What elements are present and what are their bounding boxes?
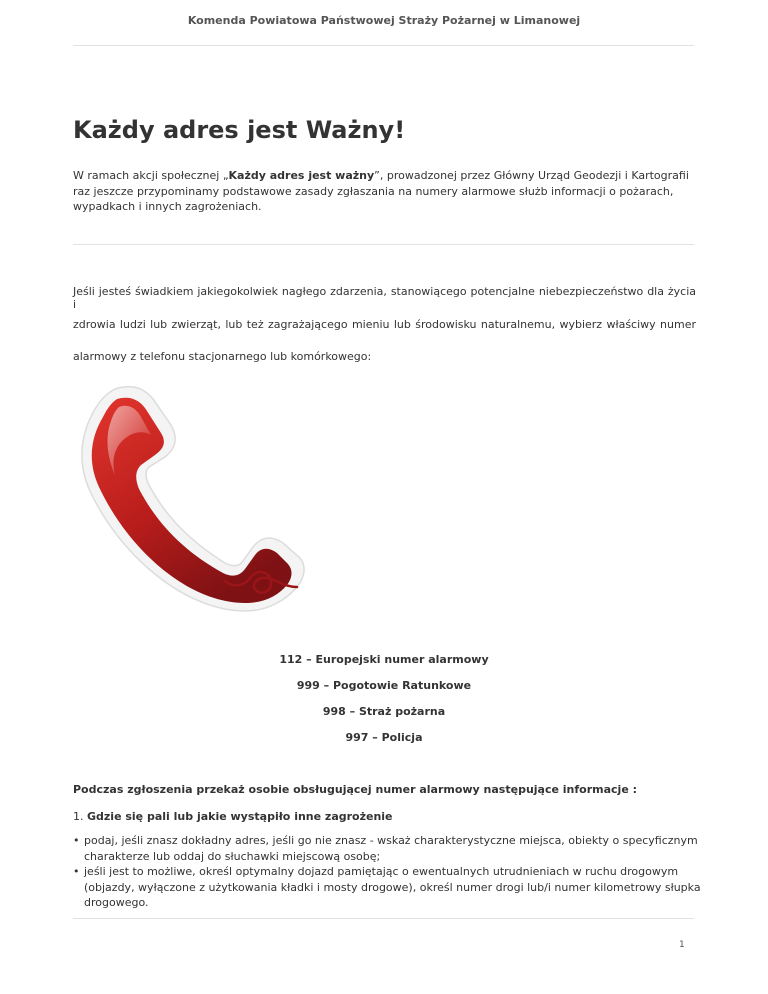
header-divider	[73, 45, 694, 46]
document-header: Komenda Powiatowa Państwowej Straży Pożarnej w Limanowej	[187, 14, 581, 27]
instructions-list	[73, 833, 703, 911]
list-item: • podaj, jeśli znasz dokładny adres, jeśli go nie znasz - wskaż charakterystyczne miejsca, obiekty o specyficznym charakterze lub oddaj do słuchawki miejscową osobę;	[73, 833, 703, 864]
emergency-number-998: 998 – Straż pożarna	[322, 705, 446, 718]
list-item: • jeśli jest to możliwe, określ optymalny dojazd pamiętając o ewentualnych utrudnieniach w ruchu drogowym (objazdy, wyłączone z użytkowania kładki i mosty drogowe), określ numer drogi lub/i numer kilometrowy słupka drogowego.	[73, 864, 703, 911]
body-line-1: Jeśli jesteś świadkiem jakiegokolwiek nagłego zdarzenia, stanowiącego potencjalne niebezpieczeństwo dla życia i	[73, 285, 696, 311]
footer-divider	[73, 918, 694, 919]
emergency-number-112: 112 – Europejski numer alarmowy	[279, 653, 489, 666]
section-divider	[73, 244, 694, 245]
intro-text-after: ”, prowadzonej przez Główny Urząd Geodezji i Kartografii raz jeszcze przypominamy podstawowe zasady zgłaszania na numery alarmowe służb informacji o pożarach, wypadkach i innych zagrożeniach.	[73, 169, 689, 213]
body-line-2: zdrowia ludzi lub zwierząt, lub też zagrażającego mieniu lub środowisku naturalnemu, wybierz właściwy numer	[73, 318, 696, 331]
step-heading	[73, 810, 393, 823]
body-line-3: alarmowy z telefonu stacjonarnego lub komórkowego:	[73, 350, 372, 363]
step-number: 1.	[73, 810, 84, 823]
page-title: Każdy adres jest Ważny!	[73, 116, 406, 144]
intro-paragraph	[73, 168, 696, 215]
page-number: 1	[679, 940, 685, 950]
emergency-number-999: 999 – Pogotowie Ratunkowe	[296, 679, 472, 692]
emergency-number-997: 997 – Policja	[345, 731, 423, 744]
step-title: Gdzie się pali lub jakie wystąpiło inne zagrożenie	[87, 810, 393, 823]
campaign-name: Każdy adres jest ważny	[228, 169, 375, 182]
intro-text-before: W ramach akcji społecznej „	[73, 169, 229, 182]
telephone-handset-icon	[75, 385, 305, 617]
instructions-lead: Podczas zgłoszenia przekaż osobie obsługującej numer alarmowy następujące informacje :	[73, 783, 638, 796]
